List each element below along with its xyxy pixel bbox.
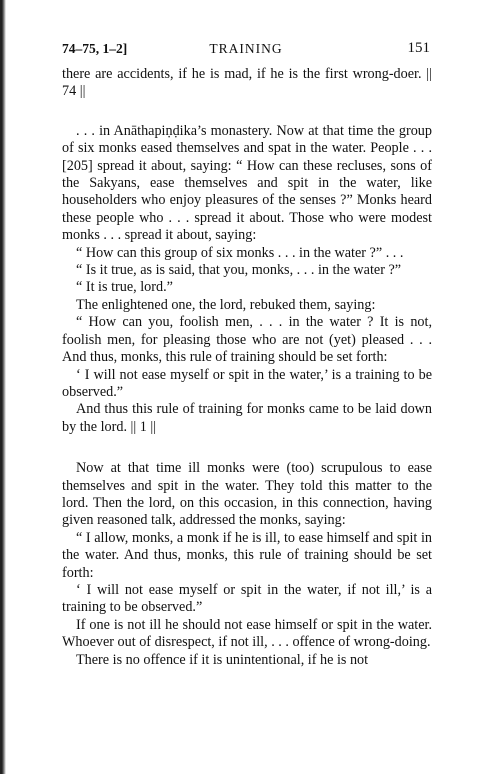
paragraph: And thus this rule of training for monks came to be laid down by the lord. || 1 || xyxy=(62,401,432,435)
paragraph: ‘ I will not ease myself or spit in the water,’ is a training to be observed.” xyxy=(62,366,432,400)
paragraph: If one is not ill he should not ease himself or spit in the water. Whoever out of disrespect, if not ill, . . . offence of wrong-doing. xyxy=(62,616,432,651)
book-spine-shadow xyxy=(0,0,6,774)
running-header xyxy=(62,41,430,59)
paragraph: “ Is it true, as is said, that you, monks, . . . in the water ?” xyxy=(76,262,402,279)
page-body xyxy=(62,66,432,669)
paragraph: There is no offence if it is unintentional, if he is not xyxy=(76,651,369,668)
paragraph: Now at that time ill monks were (too) scrupulous to ease themselves and spit in the water. They told this matter to the lord. Then the lord, on this occasion, in this connection, having given reasoned talk, addressed the monks, saying: xyxy=(62,460,432,529)
paragraph: . . . in Anāthapiṇḍika’s monastery. Now at that time the group of six monks eased themselves and spat in the water. People . . . [205] spread it about, saying: “ How can these recluses, sons of the Sakyans, ease themselves and spit in the water, like householders who enjoy pleasures of the senses ?” Monks heard these people who . . . spread it about. Those who were modest monks . . . spread it about, saying: xyxy=(62,122,432,244)
paragraph: The enlightened one, the lord, rebuked them, saying: xyxy=(76,296,376,313)
paragraph: “ I allow, monks, a monk if he is ill, to ease himself and spit in the water. And thus, monks, this rule of training should be set forth: xyxy=(62,529,432,581)
paragraph: “ How can this group of six monks . . . in the water ?” . . . xyxy=(76,244,404,261)
paragraph: there are accidents, if he is mad, if he is the first wrong-doer. || 74 || xyxy=(62,66,432,100)
header-title: TRAINING xyxy=(209,41,283,56)
paragraph: “ How can you, foolish men, . . . in the water ? It is not, foolish men, for pleasing those who are not (yet) pleased . . . And thus, monks, this rule of training should be set forth: xyxy=(62,314,432,366)
paragraph: ‘ I will not ease myself or spit in the water, if not ill,’ is a training to be observed.” xyxy=(62,581,432,616)
paragraph: “ It is true, lord.” xyxy=(76,279,173,296)
page-number: 151 xyxy=(407,40,430,56)
header-section-reference: 74–75, 1–2] xyxy=(62,41,128,56)
